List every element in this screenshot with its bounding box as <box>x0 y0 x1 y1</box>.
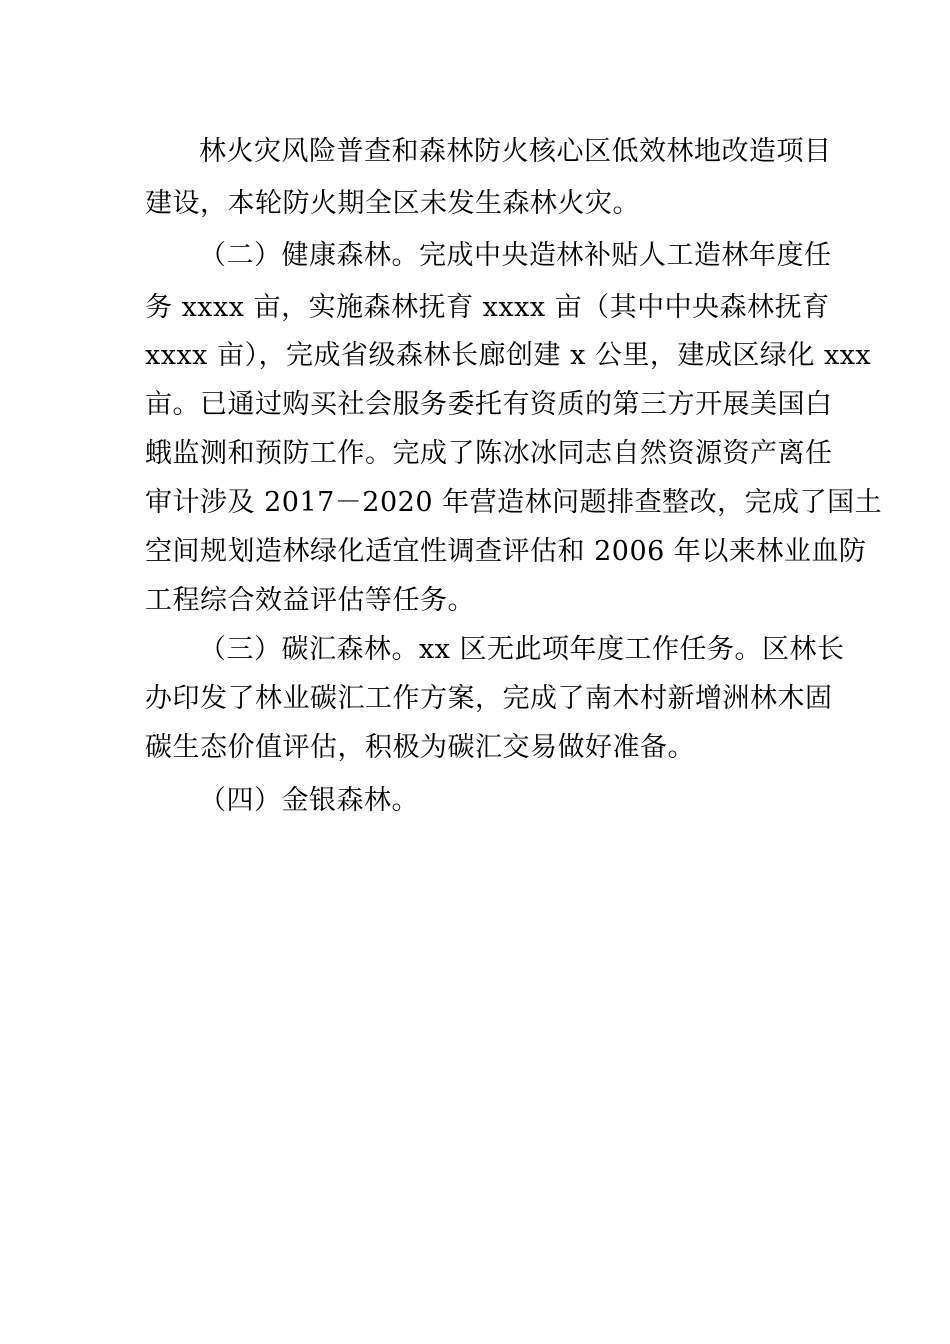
paragraph-line: 空间规划造林绿化适宜性调查评估和 2006 年以来林业血防 <box>145 536 867 567</box>
section-heading-line: （二）健康森林。完成中央造林补贴人工造林年度任 <box>199 240 832 271</box>
paragraph-line: 工程综合效益评估等任务。 <box>145 585 475 616</box>
paragraph-line: xxxx 亩），完成省级森林长廊创建 x 公里，建成区绿化 xxx <box>145 340 872 371</box>
paragraph-line: 碳生态价值评估，积极为碳汇交易做好准备。 <box>145 732 695 763</box>
paragraph-line: 办印发了林业碳汇工作方案，完成了南木村新增洲林木固 <box>145 683 833 714</box>
section-heading-line: （四）金银森林。 <box>199 785 419 816</box>
paragraph-line: 审计涉及 2017－2020 年营造林问题排查整改，完成了国土 <box>145 487 883 518</box>
paragraph-line: 亩。已通过购买社会服务委托有资质的第三方开展美国白 <box>145 389 833 420</box>
paragraph-line: 林火灾风险普查和森林防火核心区低效林地改造项目 <box>199 136 832 167</box>
paragraph-line: 建设，本轮防火期全区未发生森林火灾。 <box>145 188 640 219</box>
paragraph-line: 蛾监测和预防工作。完成了陈冰冰同志自然资源资产离任 <box>145 438 833 469</box>
paragraph-line: 务 xxxx 亩，实施森林抚育 xxxx 亩（其中中央森林抚育 <box>145 292 830 323</box>
section-heading-line: （三）碳汇森林。xx 区无此项年度工作任务。区林长 <box>199 634 845 665</box>
